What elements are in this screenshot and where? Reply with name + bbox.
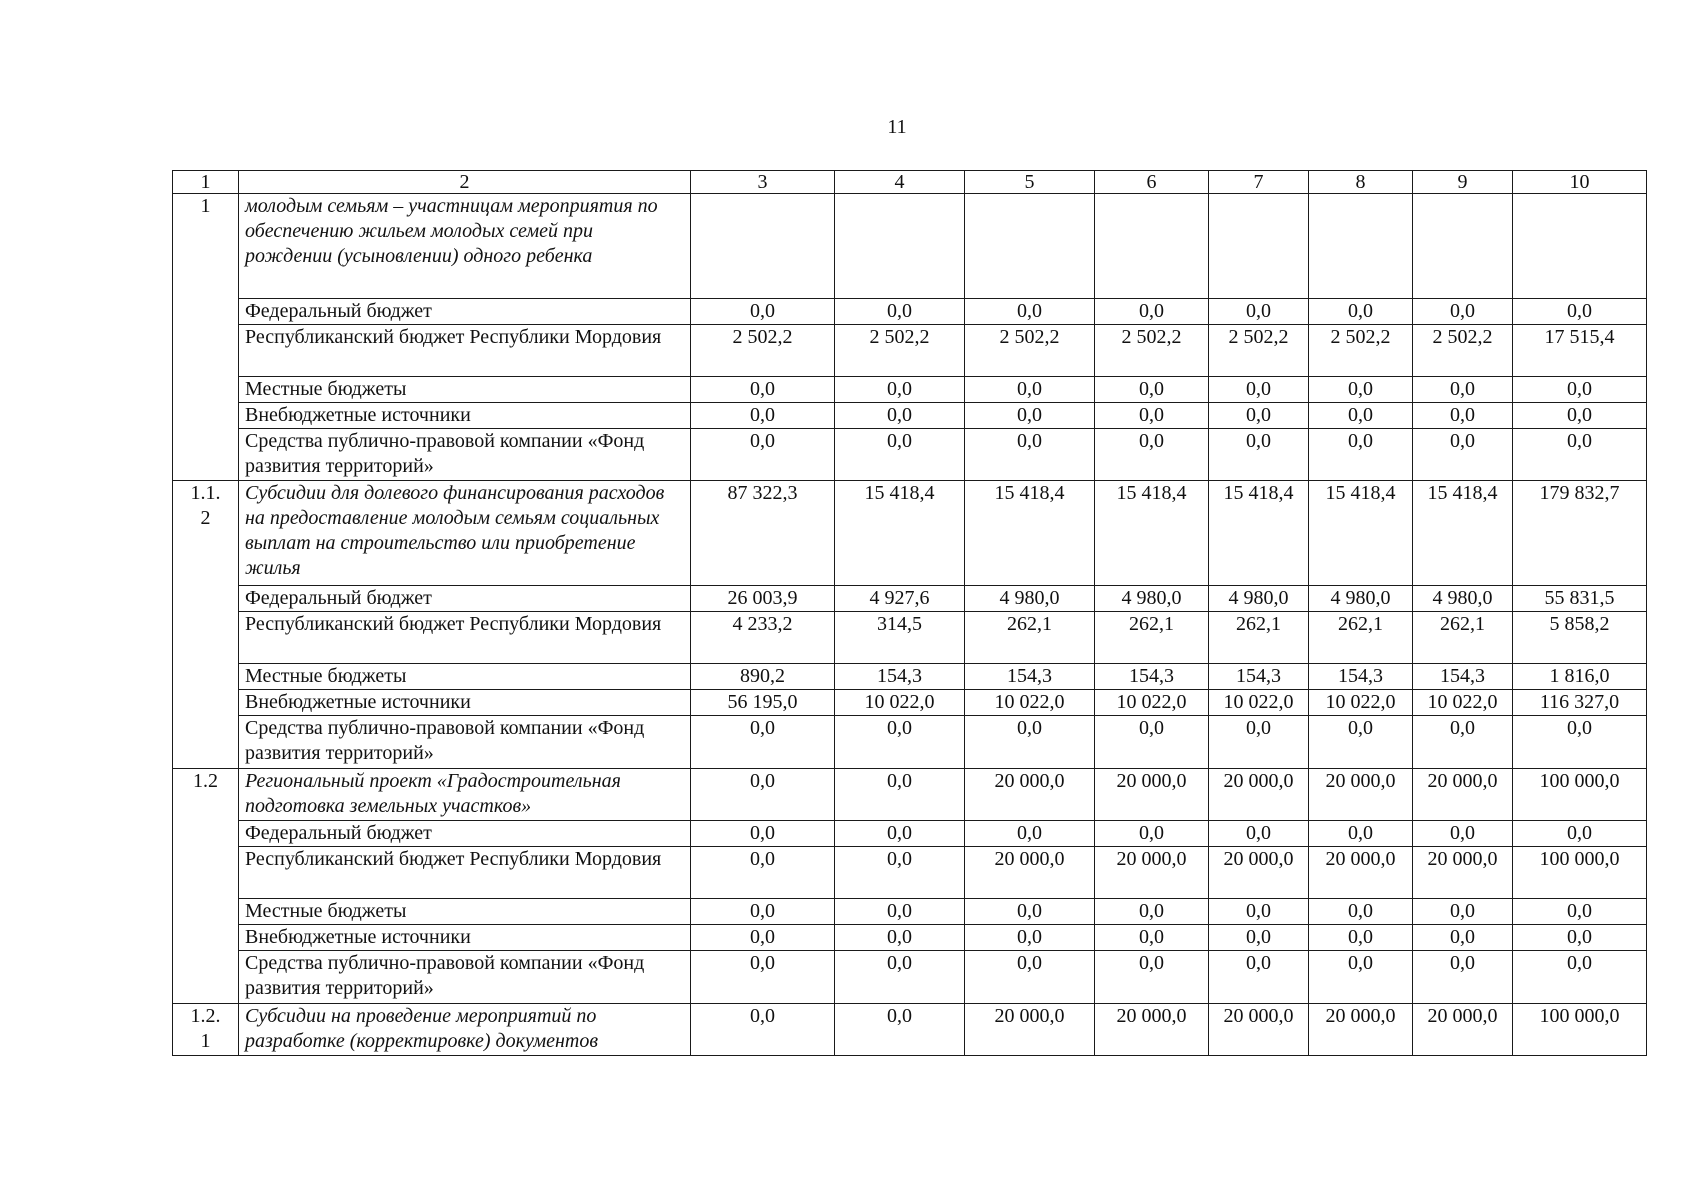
- value-cell: 4 927,6: [835, 585, 965, 611]
- value-cell: 15 418,4: [1209, 481, 1309, 585]
- value-cell: 20 000,0: [965, 768, 1095, 820]
- header-cell: 3: [691, 171, 835, 194]
- value-cell: 20 000,0: [965, 846, 1095, 898]
- description-cell: Региональный проект «Градостроительная подготовка земельных участков»: [239, 768, 691, 820]
- value-cell: 0,0: [1513, 925, 1647, 951]
- value-cell: 0,0: [965, 298, 1095, 324]
- value-cell: 55 831,5: [1513, 585, 1647, 611]
- value-cell: 0,0: [691, 820, 835, 846]
- description-cell: Субсидии на проведение мероприятий по разработке (корректировке) документов: [239, 1003, 691, 1055]
- value-cell: 0,0: [1309, 899, 1413, 925]
- value-cell: 0,0: [1209, 899, 1309, 925]
- value-cell: 0,0: [835, 403, 965, 429]
- value-cell: 0,0: [691, 716, 835, 768]
- value-cell: 10 022,0: [835, 690, 965, 716]
- value-cell: 4 980,0: [965, 585, 1095, 611]
- value-cell: 0,0: [835, 925, 965, 951]
- value-cell: 4 980,0: [1413, 585, 1513, 611]
- value-cell: 0,0: [1513, 403, 1647, 429]
- table-row: [173, 194, 1647, 298]
- header-row: [173, 171, 1647, 194]
- value-cell: 262,1: [1095, 611, 1209, 663]
- value-cell: 890,2: [691, 664, 835, 690]
- value-cell: 100 000,0: [1513, 846, 1647, 898]
- value-cell: 0,0: [1513, 376, 1647, 402]
- value-cell: 0,0: [1413, 925, 1513, 951]
- value-cell: 0,0: [1413, 899, 1513, 925]
- table-row: [173, 429, 1647, 481]
- value-cell: 100 000,0: [1513, 1003, 1647, 1055]
- value-cell: 10 022,0: [965, 690, 1095, 716]
- value-cell: 0,0: [1095, 820, 1209, 846]
- value-cell: 20 000,0: [1413, 846, 1513, 898]
- table-row: [173, 768, 1647, 820]
- value-cell: 2 502,2: [965, 324, 1095, 376]
- value-cell: 0,0: [1209, 376, 1309, 402]
- value-cell: 0,0: [691, 376, 835, 402]
- description-cell: Внебюджетные источники: [239, 690, 691, 716]
- value-cell: 2 502,2: [835, 324, 965, 376]
- table-row: [173, 716, 1647, 768]
- table-row: [173, 1003, 1647, 1055]
- value-cell: 0,0: [835, 846, 965, 898]
- value-cell: 0,0: [1209, 403, 1309, 429]
- value-cell: 0,0: [1095, 925, 1209, 951]
- value-cell: 4 233,2: [691, 611, 835, 663]
- description-cell: Республиканский бюджет Республики Мордовия: [239, 846, 691, 898]
- value-cell: 0,0: [965, 403, 1095, 429]
- value-cell: 0,0: [691, 768, 835, 820]
- description-cell: Средства публично-правовой компании «Фонд развития территорий»: [239, 429, 691, 481]
- value-cell: 0,0: [1413, 951, 1513, 1003]
- row-index-cell: 1.1. 2: [173, 481, 239, 768]
- value-cell: [1309, 194, 1413, 298]
- value-cell: 0,0: [1513, 899, 1647, 925]
- header-cell: 9: [1413, 171, 1513, 194]
- description-cell: Внебюджетные источники: [239, 403, 691, 429]
- value-cell: 0,0: [1209, 429, 1309, 481]
- value-cell: 0,0: [1309, 376, 1413, 402]
- value-cell: 0,0: [1095, 951, 1209, 1003]
- value-cell: 15 418,4: [1095, 481, 1209, 585]
- value-cell: 0,0: [1413, 298, 1513, 324]
- value-cell: 20 000,0: [1309, 768, 1413, 820]
- row-index-cell: 1.2. 1: [173, 1003, 239, 1055]
- value-cell: 0,0: [1513, 951, 1647, 1003]
- value-cell: 0,0: [835, 376, 965, 402]
- header-cell: 5: [965, 171, 1095, 194]
- value-cell: 17 515,4: [1513, 324, 1647, 376]
- value-cell: 262,1: [1413, 611, 1513, 663]
- value-cell: 154,3: [1413, 664, 1513, 690]
- value-cell: 0,0: [1513, 298, 1647, 324]
- table-row: [173, 376, 1647, 402]
- value-cell: 0,0: [965, 376, 1095, 402]
- value-cell: 10 022,0: [1309, 690, 1413, 716]
- value-cell: 0,0: [1095, 298, 1209, 324]
- value-cell: 0,0: [691, 925, 835, 951]
- value-cell: 20 000,0: [1309, 1003, 1413, 1055]
- value-cell: 0,0: [1309, 298, 1413, 324]
- table-row: [173, 690, 1647, 716]
- value-cell: 0,0: [1095, 376, 1209, 402]
- value-cell: 0,0: [835, 716, 965, 768]
- value-cell: 2 502,2: [1309, 324, 1413, 376]
- table-row: [173, 611, 1647, 663]
- value-cell: 0,0: [965, 899, 1095, 925]
- description-cell: Федеральный бюджет: [239, 820, 691, 846]
- value-cell: 20 000,0: [1095, 846, 1209, 898]
- table-row: [173, 846, 1647, 898]
- value-cell: [1095, 194, 1209, 298]
- value-cell: 0,0: [691, 951, 835, 1003]
- value-cell: 15 418,4: [1309, 481, 1413, 585]
- value-cell: 0,0: [1309, 716, 1413, 768]
- table-row: [173, 820, 1647, 846]
- value-cell: 0,0: [1513, 429, 1647, 481]
- value-cell: 0,0: [691, 298, 835, 324]
- value-cell: 4 980,0: [1095, 585, 1209, 611]
- value-cell: 0,0: [835, 768, 965, 820]
- value-cell: 10 022,0: [1209, 690, 1309, 716]
- value-cell: 20 000,0: [1095, 1003, 1209, 1055]
- value-cell: [965, 194, 1095, 298]
- table-row: [173, 324, 1647, 376]
- description-cell: Внебюджетные источники: [239, 925, 691, 951]
- value-cell: 0,0: [1095, 716, 1209, 768]
- description-cell: Средства публично-правовой компании «Фонд развития территорий»: [239, 716, 691, 768]
- description-cell: Республиканский бюджет Республики Мордовия: [239, 611, 691, 663]
- value-cell: 0,0: [835, 429, 965, 481]
- value-cell: 2 502,2: [691, 324, 835, 376]
- value-cell: 1 816,0: [1513, 664, 1647, 690]
- value-cell: 0,0: [965, 951, 1095, 1003]
- value-cell: 0,0: [1309, 951, 1413, 1003]
- row-index-cell: 1.2: [173, 768, 239, 1003]
- table-row: [173, 481, 1647, 585]
- description-cell: Республиканский бюджет Республики Мордовия: [239, 324, 691, 376]
- header-cell: 10: [1513, 171, 1647, 194]
- value-cell: 154,3: [1209, 664, 1309, 690]
- value-cell: 154,3: [835, 664, 965, 690]
- value-cell: 0,0: [1309, 403, 1413, 429]
- description-cell: Местные бюджеты: [239, 664, 691, 690]
- value-cell: 2 502,2: [1095, 324, 1209, 376]
- value-cell: 0,0: [1309, 820, 1413, 846]
- value-cell: 0,0: [1095, 899, 1209, 925]
- header-cell: 8: [1309, 171, 1413, 194]
- value-cell: 56 195,0: [691, 690, 835, 716]
- table-row: [173, 925, 1647, 951]
- value-cell: 100 000,0: [1513, 768, 1647, 820]
- value-cell: 0,0: [1209, 298, 1309, 324]
- description-cell: молодым семьям – участницам мероприятия по обеспечению жильем молодых семей при рождении (усыновлении) одного ребенка: [239, 194, 691, 298]
- value-cell: 0,0: [1513, 716, 1647, 768]
- value-cell: 0,0: [691, 899, 835, 925]
- value-cell: 0,0: [691, 846, 835, 898]
- value-cell: 0,0: [1209, 820, 1309, 846]
- header-cell: 6: [1095, 171, 1209, 194]
- value-cell: 2 502,2: [1209, 324, 1309, 376]
- value-cell: 20 000,0: [1413, 768, 1513, 820]
- value-cell: [691, 194, 835, 298]
- table-row: [173, 585, 1647, 611]
- value-cell: 0,0: [1413, 716, 1513, 768]
- description-cell: Федеральный бюджет: [239, 585, 691, 611]
- value-cell: 20 000,0: [1309, 846, 1413, 898]
- value-cell: 0,0: [1413, 820, 1513, 846]
- table-row: [173, 951, 1647, 1003]
- value-cell: 10 022,0: [1413, 690, 1513, 716]
- value-cell: 20 000,0: [1209, 768, 1309, 820]
- value-cell: 0,0: [835, 951, 965, 1003]
- value-cell: 0,0: [835, 820, 965, 846]
- value-cell: 262,1: [1309, 611, 1413, 663]
- description-cell: Средства публично-правовой компании «Фонд развития территорий»: [239, 951, 691, 1003]
- value-cell: 0,0: [1513, 820, 1647, 846]
- header-cell: 7: [1209, 171, 1309, 194]
- table-row: [173, 664, 1647, 690]
- table-row: [173, 403, 1647, 429]
- value-cell: [835, 194, 965, 298]
- value-cell: 20 000,0: [1209, 1003, 1309, 1055]
- header-cell: 4: [835, 171, 965, 194]
- value-cell: 0,0: [1413, 429, 1513, 481]
- value-cell: 0,0: [835, 899, 965, 925]
- value-cell: 4 980,0: [1309, 585, 1413, 611]
- description-cell: Местные бюджеты: [239, 376, 691, 402]
- value-cell: 154,3: [1095, 664, 1209, 690]
- value-cell: 20 000,0: [1209, 846, 1309, 898]
- value-cell: 5 858,2: [1513, 611, 1647, 663]
- budget-table: [172, 170, 1647, 1056]
- value-cell: 0,0: [1413, 403, 1513, 429]
- value-cell: 20 000,0: [1413, 1003, 1513, 1055]
- value-cell: 0,0: [1095, 429, 1209, 481]
- value-cell: 0,0: [1209, 716, 1309, 768]
- value-cell: 0,0: [965, 716, 1095, 768]
- value-cell: 20 000,0: [1095, 768, 1209, 820]
- table-row: [173, 899, 1647, 925]
- header-cell: 2: [239, 171, 691, 194]
- value-cell: 0,0: [1309, 925, 1413, 951]
- value-cell: 0,0: [1413, 376, 1513, 402]
- value-cell: 262,1: [965, 611, 1095, 663]
- header-cell: 1: [173, 171, 239, 194]
- value-cell: 179 832,7: [1513, 481, 1647, 585]
- value-cell: 2 502,2: [1413, 324, 1513, 376]
- value-cell: 154,3: [1309, 664, 1413, 690]
- value-cell: [1413, 194, 1513, 298]
- value-cell: 314,5: [835, 611, 965, 663]
- value-cell: 10 022,0: [1095, 690, 1209, 716]
- value-cell: 20 000,0: [965, 1003, 1095, 1055]
- value-cell: 15 418,4: [835, 481, 965, 585]
- value-cell: 0,0: [691, 429, 835, 481]
- page-number: 11: [887, 116, 907, 138]
- value-cell: 0,0: [835, 298, 965, 324]
- value-cell: 0,0: [1309, 429, 1413, 481]
- value-cell: 154,3: [965, 664, 1095, 690]
- value-cell: 0,0: [691, 403, 835, 429]
- value-cell: 0,0: [965, 429, 1095, 481]
- value-cell: 4 980,0: [1209, 585, 1309, 611]
- description-cell: Субсидии для долевого финансирования расходов на предоставление молодым семьям социальных выплат на строительство или приобретение жилья: [239, 481, 691, 585]
- value-cell: [1513, 194, 1647, 298]
- value-cell: 116 327,0: [1513, 690, 1647, 716]
- value-cell: 0,0: [965, 820, 1095, 846]
- row-index-cell: 1: [173, 194, 239, 481]
- value-cell: 0,0: [691, 1003, 835, 1055]
- value-cell: 26 003,9: [691, 585, 835, 611]
- value-cell: [1209, 194, 1309, 298]
- value-cell: 15 418,4: [965, 481, 1095, 585]
- value-cell: 0,0: [1209, 951, 1309, 1003]
- value-cell: 0,0: [965, 925, 1095, 951]
- value-cell: 0,0: [835, 1003, 965, 1055]
- table-row: [173, 298, 1647, 324]
- value-cell: 0,0: [1095, 403, 1209, 429]
- value-cell: 15 418,4: [1413, 481, 1513, 585]
- value-cell: 0,0: [1209, 925, 1309, 951]
- description-cell: Местные бюджеты: [239, 899, 691, 925]
- description-cell: Федеральный бюджет: [239, 298, 691, 324]
- value-cell: 262,1: [1209, 611, 1309, 663]
- value-cell: 87 322,3: [691, 481, 835, 585]
